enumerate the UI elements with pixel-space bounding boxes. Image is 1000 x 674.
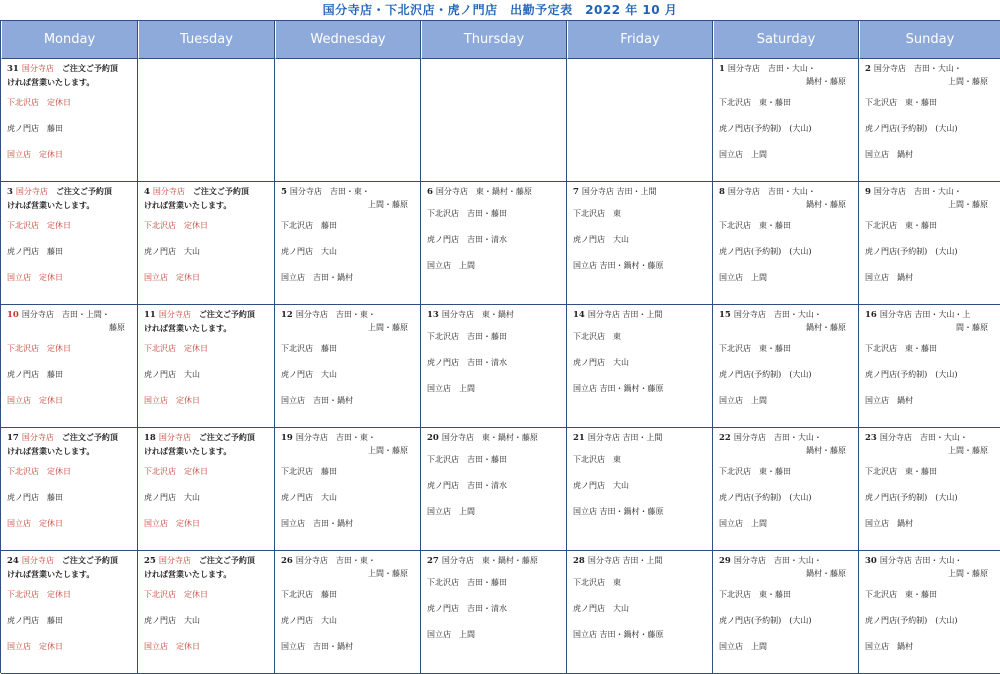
store-shift: 国分寺店 吉田・大山・ xyxy=(733,433,822,442)
day-cell xyxy=(859,551,1000,674)
day-cell xyxy=(859,428,1000,551)
order-note: ご注文ご予約頂 xyxy=(198,432,255,442)
day-first-line xyxy=(865,554,996,568)
store-shift: 下北沢店 東 xyxy=(573,455,621,464)
store-shift: 虎ノ門店 吉田・清水 xyxy=(427,604,507,613)
day-cell xyxy=(275,305,421,428)
store-shift: 下北沢店 定休日 xyxy=(144,344,208,353)
store-shift: 国立店 吉田・鍋村・藤原 xyxy=(573,261,664,270)
shift-continuation: ければ営業いたします。 xyxy=(7,446,95,456)
store-shift: 下北沢店 東 xyxy=(573,332,621,341)
store-name: 国分寺店 xyxy=(15,187,48,196)
store-shift: 国分寺店 吉田・大山・ xyxy=(727,64,816,73)
store-shift: 国立店 吉田・鍋村・藤原 xyxy=(573,384,664,393)
shift-continuation: ければ営業いたします。 xyxy=(7,200,95,210)
day-number: 17 xyxy=(7,433,19,443)
day-cell xyxy=(275,551,421,674)
store-shift: 虎ノ門店 吉田・清水 xyxy=(427,358,507,367)
store-shift: 下北沢店 藤田 xyxy=(281,221,337,230)
day-number: 16 xyxy=(865,310,877,320)
day-cell xyxy=(275,428,421,551)
day-number: 25 xyxy=(144,556,156,566)
day-first-line xyxy=(144,308,270,322)
day-cell xyxy=(421,182,567,305)
store-shift: 国立店 上間 xyxy=(719,150,767,159)
day-number: 18 xyxy=(144,433,156,443)
order-note: ご注文ご予約頂 xyxy=(198,555,255,565)
store-name: 国分寺店 xyxy=(21,433,54,442)
shift-continuation: ければ営業いたします。 xyxy=(144,569,232,579)
store-shift: 国立店 吉田・鍋村 xyxy=(281,273,353,282)
day-cell xyxy=(713,428,859,551)
store-shift: 下北沢店 定休日 xyxy=(7,590,71,599)
order-note: ご注文ご予約頂 xyxy=(192,186,249,196)
store-shift: 虎ノ門店 藤田 xyxy=(7,616,63,625)
day-number: 19 xyxy=(281,433,293,443)
shift-continuation: 鍋村・藤原 xyxy=(806,569,846,578)
day-first-line xyxy=(7,62,133,76)
day-cell xyxy=(138,428,275,551)
day-cell xyxy=(138,305,275,428)
shift-continuation: ければ営業いたします。 xyxy=(144,446,232,456)
day-first-line xyxy=(573,554,708,568)
store-shift: 下北沢店 定休日 xyxy=(7,344,71,353)
day-number: 23 xyxy=(865,433,877,443)
store-shift: 下北沢店 藤田 xyxy=(281,344,337,353)
shift-continuation: 上間・藤原 xyxy=(948,200,988,209)
store-shift: 虎ノ門店 吉田・清水 xyxy=(427,481,507,490)
day-number: 6 xyxy=(427,187,433,197)
store-shift: 下北沢店 東・藤田 xyxy=(719,98,791,107)
day-first-line xyxy=(144,431,270,445)
store-shift: 国分寺店 吉田・大山・ xyxy=(727,187,816,196)
store-shift: 虎ノ門店 吉田・清水 xyxy=(427,235,507,244)
store-shift: 国分寺店 東・鍋村 xyxy=(441,310,514,319)
day-first-line xyxy=(7,431,133,445)
store-shift: 国分寺店 吉田・大山・上 xyxy=(879,310,971,319)
store-shift: 下北沢店 定休日 xyxy=(7,221,71,230)
store-shift: 国立店 鍋村 xyxy=(865,150,913,159)
store-shift: 国立店 吉田・鍋村 xyxy=(281,642,353,651)
day-first-line xyxy=(573,185,708,199)
store-shift: 国分寺店 吉田・東・ xyxy=(295,556,376,565)
store-shift: 虎ノ門店 大山 xyxy=(281,247,337,256)
day-first-line xyxy=(573,308,708,322)
store-shift: 虎ノ門店 藤田 xyxy=(7,370,63,379)
order-note: ご注文ご予約頂 xyxy=(198,309,255,319)
store-shift: 虎ノ門店(予約制) (大山) xyxy=(719,493,812,502)
store-name: 国分寺店 xyxy=(158,556,191,565)
store-shift: 国立店 上間 xyxy=(719,273,767,282)
store-shift: 虎ノ門店(予約制) (大山) xyxy=(719,124,812,133)
store-shift: 虎ノ門店(予約制) (大山) xyxy=(719,247,812,256)
day-first-line xyxy=(719,185,854,199)
day-first-line xyxy=(7,554,133,568)
day-cell xyxy=(1,305,138,428)
store-shift: 下北沢店 東・藤田 xyxy=(719,467,791,476)
day-number: 4 xyxy=(144,187,150,197)
day-first-line xyxy=(427,431,562,445)
store-shift: 国立店 吉田・鍋村・藤原 xyxy=(573,630,664,639)
shift-continuation: 鍋村・藤原 xyxy=(806,200,846,209)
store-shift: 下北沢店 東・藤田 xyxy=(865,467,937,476)
store-shift: 国立店 定休日 xyxy=(144,519,200,528)
empty-day-cell xyxy=(421,59,567,182)
order-note: ご注文ご予約頂 xyxy=(61,432,118,442)
day-cell xyxy=(713,59,859,182)
empty-day-cell xyxy=(275,59,421,182)
day-first-line xyxy=(427,308,562,322)
day-header-thursday: Thursday xyxy=(421,21,567,59)
store-shift: 国立店 鍋村 xyxy=(865,396,913,405)
store-shift: 下北沢店 定休日 xyxy=(7,98,71,107)
day-first-line xyxy=(281,308,416,322)
page-title: 国分寺店・下北沢店・虎ノ門店 出勤予定表 2022 年 10 月 xyxy=(322,3,678,17)
store-shift: 下北沢店 東・藤田 xyxy=(865,590,937,599)
day-first-line xyxy=(719,62,854,76)
store-shift: 国立店 上間 xyxy=(719,396,767,405)
day-number: 8 xyxy=(719,187,725,197)
store-shift: 虎ノ門店 大山 xyxy=(573,358,629,367)
store-shift: 国立店 定休日 xyxy=(7,642,63,651)
day-number: 13 xyxy=(427,310,439,320)
day-cell xyxy=(421,305,567,428)
day-cell xyxy=(859,59,1000,182)
store-shift: 虎ノ門店(予約制) (大山) xyxy=(719,616,812,625)
store-shift: 虎ノ門店 藤田 xyxy=(7,247,63,256)
store-shift: 国分寺店 吉田・大山・ xyxy=(879,556,963,565)
day-number: 7 xyxy=(573,187,579,197)
store-shift: 国分寺店 吉田・上間 xyxy=(587,310,663,319)
store-shift: 国分寺店 吉田・上間・ xyxy=(21,310,110,319)
store-shift: 国分寺店 吉田・東・ xyxy=(295,310,376,319)
store-shift: 国立店 鍋村 xyxy=(865,642,913,651)
shift-continuation: 上間・藤原 xyxy=(948,77,988,86)
shift-continuation: 上間・藤原 xyxy=(368,323,408,332)
day-header-wednesday: Wednesday xyxy=(275,21,421,59)
day-first-line xyxy=(865,185,996,199)
store-shift: 国分寺店 吉田・東・ xyxy=(295,433,376,442)
store-shift: 国分寺店 吉田・大山・ xyxy=(873,64,962,73)
store-name: 国分寺店 xyxy=(158,310,191,319)
store-shift: 虎ノ門店(予約制) (大山) xyxy=(865,124,958,133)
day-cell xyxy=(138,551,275,674)
day-cell xyxy=(567,182,713,305)
store-shift: 下北沢店 東・藤田 xyxy=(865,221,937,230)
day-first-line xyxy=(573,431,708,445)
store-shift: 虎ノ門店(予約制) (大山) xyxy=(865,616,958,625)
store-shift: 虎ノ門店 大山 xyxy=(281,370,337,379)
store-shift: 国立店 上間 xyxy=(427,384,475,393)
shift-continuation: ければ営業いたします。 xyxy=(144,323,232,333)
day-number: 20 xyxy=(427,433,439,443)
day-cell xyxy=(567,305,713,428)
store-shift: 国立店 上間 xyxy=(427,630,475,639)
day-first-line xyxy=(7,308,133,322)
store-shift: 国分寺店 吉田・東・ xyxy=(289,187,370,196)
store-shift: 虎ノ門店(予約制) (大山) xyxy=(865,247,958,256)
shift-continuation: ければ営業いたします。 xyxy=(7,569,95,579)
day-cell xyxy=(1,428,138,551)
day-cell xyxy=(275,182,421,305)
day-header-tuesday: Tuesday xyxy=(138,21,275,59)
day-cell xyxy=(859,182,1000,305)
store-shift: 虎ノ門店 大山 xyxy=(144,616,200,625)
store-shift: 虎ノ門店 藤田 xyxy=(7,124,63,133)
store-shift: 虎ノ門店 大山 xyxy=(573,235,629,244)
store-shift: 国分寺店 吉田・大山・ xyxy=(733,310,822,319)
day-first-line xyxy=(719,431,854,445)
store-shift: 国立店 定休日 xyxy=(7,273,63,282)
store-shift: 国立店 上間 xyxy=(427,261,475,270)
store-shift: 国立店 上間 xyxy=(719,519,767,528)
day-cell xyxy=(567,551,713,674)
day-header-friday: Friday xyxy=(567,21,713,59)
store-shift: 虎ノ門店 大山 xyxy=(573,604,629,613)
store-shift: 虎ノ門店 大山 xyxy=(281,493,337,502)
store-shift: 下北沢店 定休日 xyxy=(144,467,208,476)
calendar-grid xyxy=(0,20,1000,673)
store-shift: 虎ノ門店 大山 xyxy=(144,493,200,502)
shift-continuation: 鍋村・藤原 xyxy=(806,446,846,455)
day-cell xyxy=(1,551,138,674)
day-first-line xyxy=(865,431,996,445)
day-number: 10 xyxy=(7,310,19,320)
store-shift: 国分寺店 東・鍋村・藤原 xyxy=(441,556,538,565)
day-number: 9 xyxy=(865,187,871,197)
store-shift: 下北沢店 定休日 xyxy=(144,221,208,230)
store-shift: 国分寺店 東・鍋村・藤原 xyxy=(435,187,532,196)
store-shift: 下北沢店 定休日 xyxy=(144,590,208,599)
store-shift: 下北沢店 東・藤田 xyxy=(865,344,937,353)
store-shift: 下北沢店 吉田・藤田 xyxy=(427,455,507,464)
store-shift: 下北沢店 吉田・藤田 xyxy=(427,332,507,341)
day-first-line xyxy=(719,554,854,568)
store-shift: 下北沢店 吉田・藤田 xyxy=(427,209,507,218)
store-shift: 国立店 定休日 xyxy=(7,519,63,528)
store-shift: 国立店 鍋村 xyxy=(865,519,913,528)
day-first-line xyxy=(144,185,270,199)
day-first-line xyxy=(7,185,133,199)
store-shift: 国立店 吉田・鍋村 xyxy=(281,396,353,405)
day-first-line xyxy=(281,431,416,445)
store-shift: 国立店 定休日 xyxy=(144,273,200,282)
day-number: 29 xyxy=(719,556,731,566)
store-name: 国分寺店 xyxy=(152,187,185,196)
store-shift: 国立店 定休日 xyxy=(144,642,200,651)
store-shift: 国分寺店 吉田・上間 xyxy=(581,187,657,196)
store-shift: 国分寺店 吉田・大山・ xyxy=(733,556,822,565)
day-number: 24 xyxy=(7,556,19,566)
day-number: 14 xyxy=(573,310,585,320)
store-shift: 下北沢店 東 xyxy=(573,578,621,587)
day-first-line xyxy=(865,308,996,322)
store-shift: 国立店 定休日 xyxy=(7,150,63,159)
shift-continuation: 上間・藤原 xyxy=(368,446,408,455)
day-cell xyxy=(1,59,138,182)
store-shift: 国立店 上間 xyxy=(427,507,475,516)
store-shift: 国立店 鍋村 xyxy=(865,273,913,282)
store-shift: 虎ノ門店 大山 xyxy=(144,370,200,379)
store-name: 国分寺店 xyxy=(158,433,191,442)
day-number: 26 xyxy=(281,556,293,566)
shift-continuation: 藤原 xyxy=(109,323,125,332)
order-note: ご注文ご予約頂 xyxy=(61,555,118,565)
shift-continuation: ければ営業いたします。 xyxy=(144,200,232,210)
shift-continuation: 鍋村・藤原 xyxy=(806,77,846,86)
store-name: 国分寺店 xyxy=(21,64,54,73)
store-shift: 国分寺店 吉田・大山・ xyxy=(879,433,968,442)
store-shift: 国立店 定休日 xyxy=(7,396,63,405)
shift-continuation: 鍋村・藤原 xyxy=(806,323,846,332)
day-first-line xyxy=(144,554,270,568)
store-shift: 虎ノ門店 大山 xyxy=(573,481,629,490)
empty-day-cell xyxy=(138,59,275,182)
store-shift: 国分寺店 吉田・上間 xyxy=(587,433,663,442)
store-shift: 国立店 吉田・鍋村 xyxy=(281,519,353,528)
day-cell xyxy=(713,305,859,428)
day-cell xyxy=(138,182,275,305)
shift-continuation: 上間・藤原 xyxy=(368,569,408,578)
shift-continuation: 上間・藤原 xyxy=(948,569,988,578)
day-number: 30 xyxy=(865,556,877,566)
day-number: 12 xyxy=(281,310,293,320)
day-number: 27 xyxy=(427,556,439,566)
day-cell xyxy=(1,182,138,305)
day-cell xyxy=(421,551,567,674)
store-shift: 国立店 上間 xyxy=(719,642,767,651)
store-shift: 虎ノ門店(予約制) (大山) xyxy=(865,493,958,502)
day-first-line xyxy=(281,185,416,199)
store-shift: 下北沢店 東 xyxy=(573,209,621,218)
day-cell xyxy=(567,428,713,551)
store-shift: 虎ノ門店(予約制) (大山) xyxy=(719,370,812,379)
store-shift: 虎ノ門店 大山 xyxy=(144,247,200,256)
store-shift: 下北沢店 東・藤田 xyxy=(719,221,791,230)
store-name: 国分寺店 xyxy=(21,556,54,565)
store-shift: 国立店 吉田・鍋村・藤原 xyxy=(573,507,664,516)
day-first-line xyxy=(427,185,562,199)
shift-continuation: 間・藤原 xyxy=(956,323,988,332)
day-number: 2 xyxy=(865,64,871,74)
order-note: ご注文ご予約頂 xyxy=(55,186,112,196)
day-number: 3 xyxy=(7,187,13,197)
day-cell xyxy=(859,305,1000,428)
shift-continuation: ければ営業いたします。 xyxy=(7,77,95,87)
day-header-sunday: Sunday xyxy=(859,21,1000,59)
day-first-line xyxy=(427,554,562,568)
day-number: 22 xyxy=(719,433,731,443)
day-number: 21 xyxy=(573,433,585,443)
store-shift: 下北沢店 東・藤田 xyxy=(719,344,791,353)
day-number: 11 xyxy=(144,310,156,320)
day-cell xyxy=(421,428,567,551)
day-number: 5 xyxy=(281,187,287,197)
shift-continuation: 上間・藤原 xyxy=(368,200,408,209)
order-note: ご注文ご予約頂 xyxy=(61,63,118,73)
day-number: 15 xyxy=(719,310,731,320)
store-shift: 国分寺店 吉田・大山・ xyxy=(873,187,962,196)
store-shift: 国分寺店 吉田・上間 xyxy=(587,556,663,565)
day-cell xyxy=(713,182,859,305)
empty-day-cell xyxy=(567,59,713,182)
store-shift: 下北沢店 藤田 xyxy=(281,590,337,599)
store-shift: 下北沢店 藤田 xyxy=(281,467,337,476)
store-shift: 下北沢店 吉田・藤田 xyxy=(427,578,507,587)
store-shift: 下北沢店 定休日 xyxy=(7,467,71,476)
day-first-line xyxy=(719,308,854,322)
day-number: 28 xyxy=(573,556,585,566)
day-header-saturday: Saturday xyxy=(713,21,859,59)
store-shift: 下北沢店 東・藤田 xyxy=(865,98,937,107)
day-number: 31 xyxy=(7,64,19,74)
shift-continuation: 上間・藤原 xyxy=(948,446,988,455)
day-first-line xyxy=(281,554,416,568)
store-shift: 下北沢店 東・藤田 xyxy=(719,590,791,599)
store-shift: 虎ノ門店(予約制) (大山) xyxy=(865,370,958,379)
store-shift: 虎ノ門店 大山 xyxy=(281,616,337,625)
store-shift: 国分寺店 東・鍋村・藤原 xyxy=(441,433,538,442)
day-cell xyxy=(713,551,859,674)
day-first-line xyxy=(865,62,996,76)
store-shift: 虎ノ門店 藤田 xyxy=(7,493,63,502)
day-number: 1 xyxy=(719,64,725,74)
store-shift: 国立店 定休日 xyxy=(144,396,200,405)
day-header-monday: Monday xyxy=(1,21,138,59)
